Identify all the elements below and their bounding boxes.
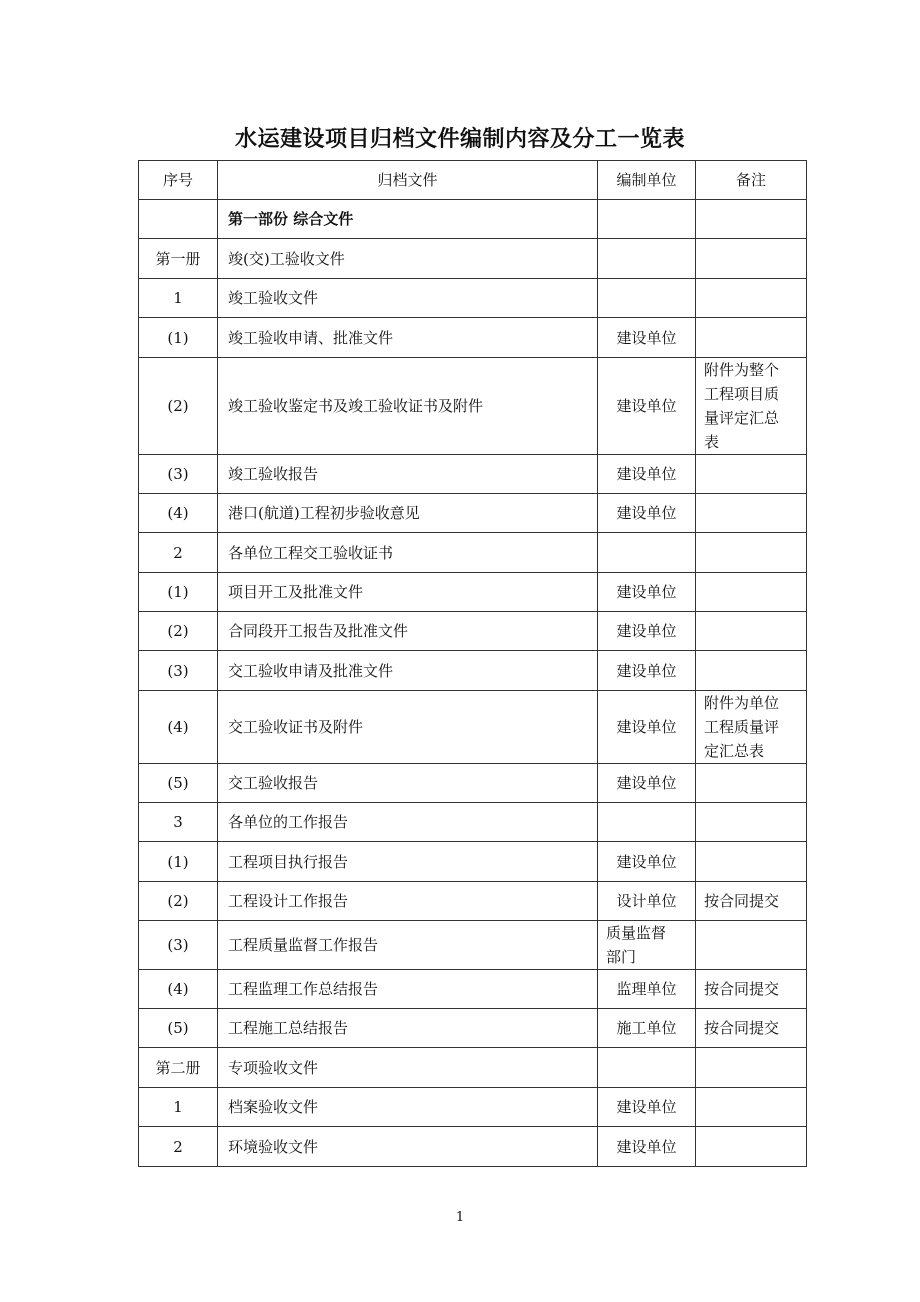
- archive-file: 竣工验收申请、批准文件: [218, 318, 598, 358]
- table-row: [139, 803, 807, 842]
- compiling-unit: 建设单位: [598, 318, 696, 358]
- table-header-row: [139, 161, 807, 200]
- compiling-unit: 施工单位: [598, 1009, 696, 1048]
- row-number: (4): [139, 970, 218, 1009]
- note-text: 按合同提交: [704, 892, 780, 910]
- row-number: 第二册: [139, 1048, 218, 1088]
- remark: [696, 1048, 807, 1088]
- table-row: [139, 882, 807, 921]
- table-row: [139, 1048, 807, 1088]
- remark: [696, 803, 807, 842]
- compiling-unit: 建设单位: [598, 494, 696, 533]
- note-text: 附件为单位工程质量评定汇总表: [704, 694, 780, 760]
- remark: [696, 842, 807, 882]
- table-row: [139, 200, 807, 239]
- row-number: 3: [139, 803, 218, 842]
- archive-file: 合同段开工报告及批准文件: [218, 612, 598, 651]
- table-row: [139, 764, 807, 803]
- row-number: (1): [139, 573, 218, 612]
- archive-file: 港口(航道)工程初步验收意见: [218, 494, 598, 533]
- page-title: 水运建设项目归档文件编制内容及分工一览表: [234, 126, 685, 152]
- remark: [696, 358, 807, 455]
- archive-file: 竣工验收文件: [218, 279, 598, 318]
- table-row: [139, 573, 807, 612]
- table-row: [139, 1127, 807, 1167]
- page-number: 1: [455, 1210, 465, 1225]
- archive-file: 各单位工程交工验收证书: [218, 533, 598, 573]
- remark: [696, 1009, 807, 1048]
- remark: [696, 882, 807, 921]
- archive-file: 工程项目执行报告: [218, 842, 598, 882]
- note-text: 按合同提交: [704, 980, 780, 998]
- row-number: (1): [139, 318, 218, 358]
- table-row: [139, 651, 807, 691]
- compiling-unit: 建设单位: [598, 691, 696, 764]
- compiling-unit: 建设单位: [598, 358, 696, 455]
- table-row: [139, 612, 807, 651]
- archive-file: 工程施工总结报告: [218, 1009, 598, 1048]
- row-number: (4): [139, 494, 218, 533]
- row-number: (4): [139, 691, 218, 764]
- row-number: [139, 200, 218, 239]
- remark: [696, 573, 807, 612]
- archive-file: 工程监理工作总结报告: [218, 970, 598, 1009]
- compiling-unit: 建设单位: [598, 612, 696, 651]
- compiling-unit: [598, 803, 696, 842]
- table-row: [139, 239, 807, 279]
- compiling-unit: [598, 921, 696, 970]
- row-number: 1: [139, 279, 218, 318]
- remark: [696, 612, 807, 651]
- row-number: (5): [139, 764, 218, 803]
- archive-file: 竣工验收鉴定书及竣工验收证书及附件: [218, 358, 598, 455]
- compiling-unit: 建设单位: [598, 651, 696, 691]
- archive-table: [138, 160, 807, 1167]
- compiling-unit: 建设单位: [598, 1127, 696, 1167]
- compiling-unit: [598, 279, 696, 318]
- row-number: (3): [139, 921, 218, 970]
- archive-file: 交工验收申请及批准文件: [218, 651, 598, 691]
- remark: [696, 691, 807, 764]
- table-row: [139, 318, 807, 358]
- archive-file: 交工验收报告: [218, 764, 598, 803]
- archive-file: 环境验收文件: [218, 1127, 598, 1167]
- row-number: (5): [139, 1009, 218, 1048]
- remark: [696, 494, 807, 533]
- header-file: 归档文件: [218, 161, 598, 200]
- remark: [696, 921, 807, 970]
- remark: [696, 651, 807, 691]
- table-row: [139, 1088, 807, 1127]
- note-text: 按合同提交: [704, 1019, 780, 1037]
- unit-text: 质量监督部门: [606, 924, 667, 966]
- remark: [696, 1127, 807, 1167]
- table-row: [139, 358, 807, 455]
- row-number: 第一册: [139, 239, 218, 279]
- archive-file: 工程设计工作报告: [218, 882, 598, 921]
- archive-file: 项目开工及批准文件: [218, 573, 598, 612]
- compiling-unit: 建设单位: [598, 842, 696, 882]
- remark: [696, 1088, 807, 1127]
- remark: [696, 764, 807, 803]
- compiling-unit: 监理单位: [598, 970, 696, 1009]
- row-number: (2): [139, 358, 218, 455]
- archive-file: 交工验收证书及附件: [218, 691, 598, 764]
- compiling-unit: [598, 200, 696, 239]
- remark: [696, 533, 807, 573]
- header-unit: 编制单位: [598, 161, 696, 200]
- row-number: (3): [139, 455, 218, 494]
- archive-file: 工程质量监督工作报告: [218, 921, 598, 970]
- compiling-unit: 建设单位: [598, 573, 696, 612]
- compiling-unit: 建设单位: [598, 455, 696, 494]
- compiling-unit: 建设单位: [598, 764, 696, 803]
- row-number: 2: [139, 533, 218, 573]
- remark: [696, 318, 807, 358]
- row-number: 1: [139, 1088, 218, 1127]
- row-number: (2): [139, 882, 218, 921]
- table-row: [139, 1009, 807, 1048]
- header-no: 序号: [139, 161, 218, 200]
- archive-file: 竣工验收报告: [218, 455, 598, 494]
- archive-file: 各单位的工作报告: [218, 803, 598, 842]
- remark: [696, 239, 807, 279]
- compiling-unit: [598, 239, 696, 279]
- table-row: [139, 970, 807, 1009]
- table-row: [139, 921, 807, 970]
- archive-file: 竣(交)工验收文件: [218, 239, 598, 279]
- remark: [696, 279, 807, 318]
- row-number: (1): [139, 842, 218, 882]
- header-note: 备注: [696, 161, 807, 200]
- compiling-unit: [598, 533, 696, 573]
- row-number: (3): [139, 651, 218, 691]
- remark: [696, 200, 807, 239]
- row-number: (2): [139, 612, 218, 651]
- archive-file: 档案验收文件: [218, 1088, 598, 1127]
- archive-file: 专项验收文件: [218, 1048, 598, 1088]
- note-text: 附件为整个工程项目质量评定汇总表: [704, 361, 780, 451]
- remark: [696, 455, 807, 494]
- table-row: [139, 842, 807, 882]
- table-row: [139, 455, 807, 494]
- table-row: [139, 533, 807, 573]
- archive-file: 第一部份 综合文件: [218, 200, 598, 239]
- table-row: [139, 494, 807, 533]
- remark: [696, 970, 807, 1009]
- row-number: 2: [139, 1127, 218, 1167]
- compiling-unit: [598, 1048, 696, 1088]
- compiling-unit: 设计单位: [598, 882, 696, 921]
- table-row: [139, 279, 807, 318]
- compiling-unit: 建设单位: [598, 1088, 696, 1127]
- table-row: [139, 691, 807, 764]
